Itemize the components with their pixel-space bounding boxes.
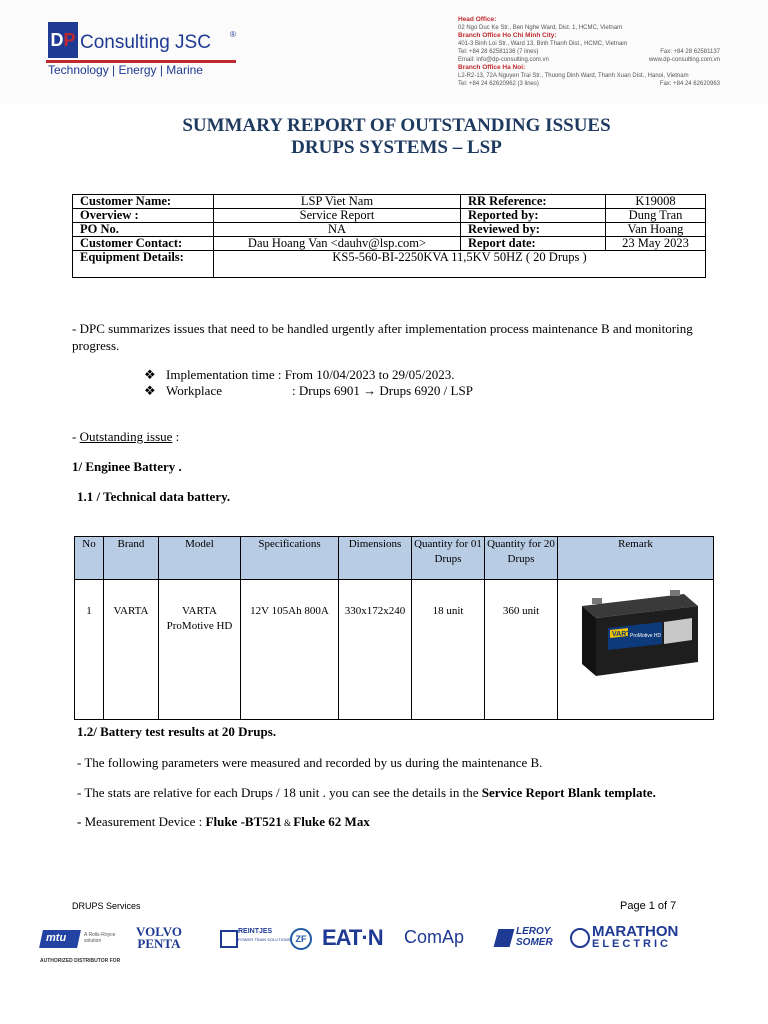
implementation-value: : From 10/04/2023 to 29/05/2023. xyxy=(277,367,455,382)
cell-spec: 12V 105Ah 800A xyxy=(241,580,339,720)
equipment-value: KS5-560-BI-2250KVA 11,5KV 50HZ ( 20 Drups ) xyxy=(214,251,706,278)
page-number: Page 1 of 7 xyxy=(620,900,677,912)
equipment-label: Equipment Details: xyxy=(73,251,214,278)
table-row xyxy=(73,223,706,237)
office-contact-row xyxy=(458,56,720,64)
results-line-1: - The following parameters were measured and recorded by us during the maintenance B. xyxy=(77,755,543,770)
mtu-logo-text: mtu xyxy=(46,932,67,944)
office-fax: Fax: +84 28 62581137 xyxy=(660,49,720,55)
cell-qty-20: 360 unit xyxy=(485,580,558,720)
office-title: Branch Office Ho Chi Minh City: xyxy=(458,32,557,39)
battery-brand-label: VARTA xyxy=(611,631,635,638)
office-fax: Fax: +84 24 62620963 xyxy=(659,81,720,87)
title-line-2: DRUPS SYSTEMS – LSP xyxy=(291,137,502,158)
section-heading-battery: 1/ Enginee Battery . xyxy=(72,459,182,474)
reported-by-label: Reported by: xyxy=(461,209,606,223)
workplace-label: Workplace xyxy=(166,383,222,398)
col-header: Dimensions xyxy=(339,537,412,580)
footer-left: DRUPS Services xyxy=(72,901,141,911)
cell-qty-01: 18 unit xyxy=(412,580,485,720)
overview-label: Overview : xyxy=(73,209,214,223)
office-addresses xyxy=(458,16,748,88)
reported-by-value: Dung Tran xyxy=(606,209,706,223)
ampersand: & xyxy=(281,818,294,828)
marathon-icon xyxy=(570,928,590,948)
office-tel: Tel: +84 28 62581136 (7 lines) xyxy=(458,49,539,55)
customer-name-value: LSP Viet Nam xyxy=(214,195,461,209)
rr-reference-value: K19008 xyxy=(606,195,706,209)
colon: : xyxy=(172,429,180,444)
results-line-3 xyxy=(77,813,370,832)
partner-logos xyxy=(38,914,710,974)
zf-logo: ZF xyxy=(290,928,312,950)
section-heading-technical-data: 1.1 / Technical data battery. xyxy=(77,489,231,504)
reviewed-by-value: Van Hoang xyxy=(606,223,706,237)
cell-brand: VARTA xyxy=(104,580,159,720)
summary-paragraph: - DPC summarizes issues that need to be handled urgently after implementation process maintenance B and monitoring progress. xyxy=(72,321,693,353)
office-tel: Tel: +84 24 62620962 (3 lines) xyxy=(458,81,539,87)
battery-data-table xyxy=(74,536,714,720)
marathon-logo xyxy=(592,925,678,951)
template-reference: Service Report Blank template. xyxy=(481,785,656,800)
penta-text: PENTA xyxy=(137,936,181,951)
col-header: Remark xyxy=(558,537,714,580)
table-row xyxy=(73,209,706,223)
office-line: 02 Ngo Duc Ke Str., Ben Nghe Ward, Dist. 1, HCMC, Vietnam xyxy=(458,25,623,31)
rr-reference-label: RR Reference: xyxy=(461,195,606,209)
dash: - xyxy=(77,814,85,829)
table-row xyxy=(73,195,706,209)
implementation-label: Implementation time xyxy=(166,367,275,382)
reviewed-by-label: Reviewed by: xyxy=(461,223,606,237)
somer-text: SOMER xyxy=(516,937,553,948)
col-header: Quantity for 01 Drups xyxy=(412,537,485,580)
list-item xyxy=(144,367,473,383)
overview-value: Service Report xyxy=(214,209,461,223)
po-value: NA xyxy=(214,223,461,237)
comap-logo: ComAp xyxy=(404,927,465,947)
section-heading-test-results: 1.2/ Battery test results at 20 Drups. xyxy=(77,724,277,739)
battery-model-label: ProMotive HD xyxy=(629,633,661,639)
col-header: Quantity for 20 Drups xyxy=(485,537,558,580)
col-header: No xyxy=(75,537,104,580)
table-row xyxy=(73,251,706,278)
list-item xyxy=(144,383,473,399)
report-date-label: Report date: xyxy=(461,237,606,251)
volvo-text: VOLVO xyxy=(136,924,182,939)
volvo-penta-logo xyxy=(136,926,182,950)
office-website: www.dp-consulting.com.vn xyxy=(648,57,720,63)
report-date-value: 23 May 2023 xyxy=(606,237,706,251)
table-header-row xyxy=(75,537,714,580)
cell-remark xyxy=(558,580,714,720)
reintjes-icon xyxy=(220,930,238,948)
col-header: Brand xyxy=(104,537,159,580)
authorized-distributor-label: AUTHORIZED DISTRIBUTOR FOR xyxy=(40,958,121,964)
col-header: Model xyxy=(159,537,241,580)
office-email: Email: info@dp-consulting.com.vn xyxy=(458,57,549,63)
bullet-list xyxy=(144,367,473,399)
device-1: Fluke -BT521 xyxy=(205,814,282,829)
outstanding-heading xyxy=(72,428,179,445)
reintjes-logo xyxy=(238,928,290,944)
results-line-2 xyxy=(77,784,656,801)
office-line: 401-3 Binh Loi Str., Ward 13, Binh Thanh Dist., HCMC, Vietnam xyxy=(458,41,628,47)
company-tagline: Technology | Energy | Marine xyxy=(48,63,203,77)
workplace-value: : Drups 6901 → Drups 6920 / LSP xyxy=(292,383,473,398)
diamond-bullet-icon: ❖ xyxy=(144,383,156,398)
results-line-2-text: - The stats are relative for each Drups / 18 unit . you can see the details in the xyxy=(77,785,482,800)
office-title: Branch Office Ha Noi: xyxy=(458,64,526,71)
measurement-label: Measurement Device : xyxy=(84,814,206,829)
title-line-1: SUMMARY REPORT OF OUTSTANDING ISSUES xyxy=(182,115,611,136)
report-title xyxy=(0,115,768,159)
electric-text: ELECTRIC xyxy=(592,938,671,950)
rolls-royce-text: A Rolls-Royce solution xyxy=(84,932,116,944)
dp-logo-mark: DP xyxy=(48,22,78,58)
leroy-somer-icon xyxy=(494,929,515,947)
office-contact-row xyxy=(458,48,720,56)
report-info-table xyxy=(72,194,706,278)
customer-contact-label: Customer Contact: xyxy=(73,237,214,251)
marathon-text: MARATHON xyxy=(592,923,679,940)
reintjes-subtext: POWER TRAIN SOLUTIONS xyxy=(238,937,291,942)
battery-image xyxy=(572,584,700,688)
table-row xyxy=(73,237,706,251)
eaton-logo: EAT·N xyxy=(322,925,383,950)
outstanding-issue-text: Outstanding issue xyxy=(79,429,173,444)
leroy-somer-logo xyxy=(516,926,553,948)
leroy-text: LEROY xyxy=(516,926,551,937)
dash: - xyxy=(72,429,80,444)
office-contact-row xyxy=(458,80,720,88)
reintjes-text: REINTJES xyxy=(238,928,273,935)
col-header: Specifications xyxy=(241,537,339,580)
office-line: L2-R2-13, 72A Nguyen Trai Str., Thuong Dinh Ward, Thanh Xuan Dist., Hanoi, Vietnam xyxy=(458,73,689,79)
table-row xyxy=(75,580,714,720)
diamond-bullet-icon: ❖ xyxy=(144,367,156,382)
customer-contact-value: Dau Hoang Van <dauhv@lsp.com> xyxy=(214,237,461,251)
customer-name-label: Customer Name: xyxy=(73,195,214,209)
registered-mark: ® xyxy=(230,30,236,39)
cell-no: 1 xyxy=(75,580,104,720)
office-title: Head Office: xyxy=(458,16,497,23)
device-2: Fluke 62 Max xyxy=(293,814,370,829)
cell-dimensions: 330x172x240 xyxy=(339,580,412,720)
company-name: Consulting JSC xyxy=(80,32,211,53)
po-label: PO No. xyxy=(73,223,214,237)
cell-model: VARTA ProMotive HD xyxy=(159,580,241,720)
